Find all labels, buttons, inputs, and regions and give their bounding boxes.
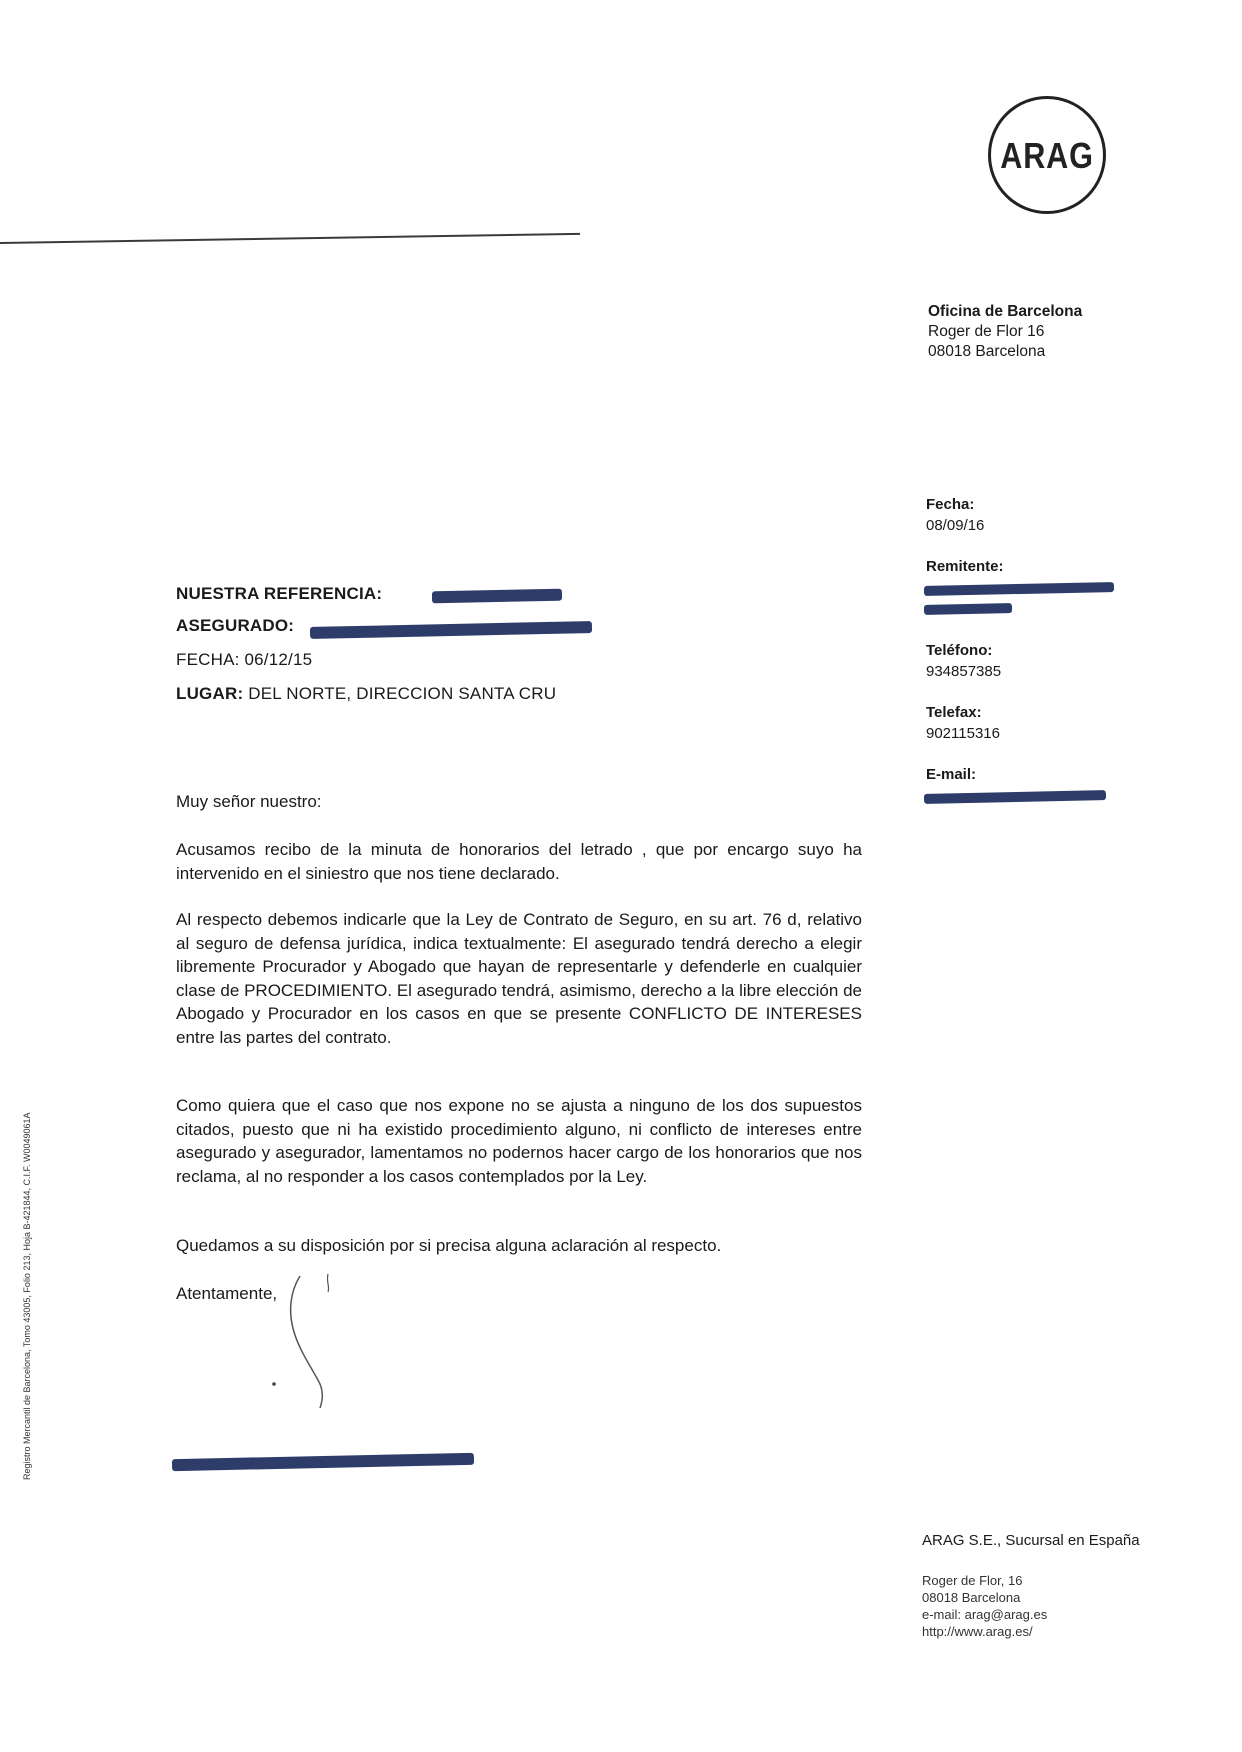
telefono-block [926,640,1001,682]
remitente-label: Remitente: [926,558,1004,575]
asegurado-label: ASEGURADO: [176,616,295,635]
telefax-label: Telefax: [926,704,982,721]
paragraph-1: Acusamos recibo de la minuta de honorarios del letrado , que por encargo suyo ha intervenido en el siniestro que nos tiene declarado. [176,840,862,883]
registry-note-text: Registro Mercantil de Barcelona, Tomo 43005, Folio 213, Hoja B-421844, C.I.F. W0049061A [22,1112,32,1480]
email-label: E-mail: [926,766,977,783]
fecha-label: Fecha: [926,496,975,513]
footer-company: ARAG S.E., Sucursal en España [922,1532,1140,1549]
remitente-redaction-2 [924,603,1012,615]
office-city: 08018 Barcelona [928,343,1046,360]
closing: Atentamente, [176,1284,278,1303]
telefax-block [926,702,1000,744]
telefax-value: 902115316 [926,725,1000,742]
lugar-label: LUGAR: [176,684,244,703]
footer-web: http://www.arag.es/ [922,1624,1033,1639]
remitente-block [926,556,1004,577]
fecha-ref-line [176,650,312,670]
asegurado-redaction [310,621,592,639]
signatory-redaction [172,1453,474,1471]
scan-edge-line [0,233,580,244]
asegurado-line [176,616,294,636]
footer-address [922,1572,1047,1640]
footer-street: Roger de Flor, 16 [922,1573,1023,1588]
fecha-ref-label: FECHA: [176,650,240,669]
paragraph-2: Al respecto debemos indicarle que la Ley de Contrato de Seguro, en su art. 76 d, relativo al seguro de defensa jurídica, indica textualmente: El asegurado tendrá derecho a elegir libremente Procurador y Abogado que hayan de representarle y defenderle en cualquier clase de PROCEDIMIENTO. El asegurado tendrá, asimismo, derecho a la libre elección de Abogado y Procurador en los casos en que se presente CONFLICTO DE INTERESES entre las partes del contrato. [176,910,862,1047]
lugar-line [176,684,556,704]
paragraph-4: Quedamos a su disposición por si precisa alguna aclaración al respecto. [176,1236,722,1255]
remitente-redaction [924,582,1114,596]
footer-email: e-mail: arag@arag.es [922,1607,1048,1622]
fecha-ref-value: 06/12/15 [244,650,313,669]
referencia-redaction [432,589,562,604]
fecha-block [926,494,984,536]
salutation: Muy señor nuestro: [176,792,322,811]
registry-note [22,960,44,1480]
lugar-value: DEL NORTE, DIRECCION SANTA CRU [248,684,557,703]
office-name: Oficina de Barcelona [928,303,1083,320]
arag-logo [988,96,1106,214]
signature-mark [250,1272,370,1422]
logo-text: ARAG [1000,135,1094,176]
telefono-value: 934857385 [926,663,1002,680]
office-address [928,302,1082,362]
fecha-value: 08/09/16 [926,517,985,534]
referencia-label: NUESTRA REFERENCIA: [176,584,383,603]
telefono-label: Teléfono: [926,642,993,659]
footer-city: 08018 Barcelona [922,1590,1021,1605]
email-redaction [924,790,1106,804]
office-street: Roger de Flor 16 [928,323,1045,340]
email-block [926,764,976,785]
paragraph-3: Como quiera que el caso que nos expone no se ajusta a ninguno de los dos supuestos citados, puesto que ni ha existido procedimiento alguno, ni conflicto de intereses entre asegurado y asegurador, lamentamos no podernos hacer cargo de los honorarios que nos reclama, al no responder a los casos contemplados por la Ley. [176,1096,862,1186]
referencia-line [176,584,382,604]
